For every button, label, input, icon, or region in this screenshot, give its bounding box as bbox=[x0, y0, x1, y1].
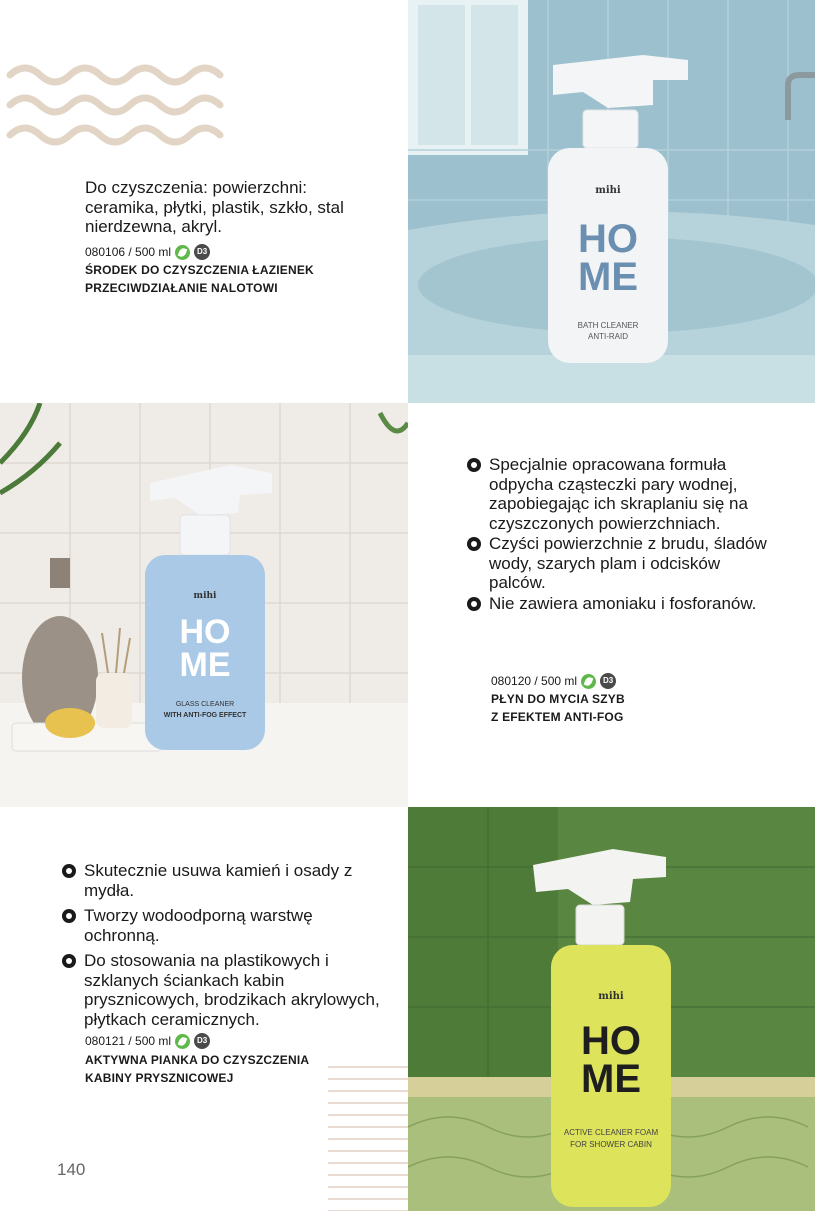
bullet-item: Tworzy wodoodporną warstwę ochronną. bbox=[62, 906, 392, 945]
leaf-icon bbox=[581, 674, 596, 689]
shower-scene-illustration bbox=[408, 807, 815, 1211]
bullet-item: Do stosowania na plastikowych i szklanych ściankach kabin prysznicowych, brodzikach akrylowych, płytkach ceramicznych. bbox=[62, 951, 392, 1029]
d3-badge: D3 bbox=[194, 1033, 210, 1049]
svg-text:ACTIVE CLEANER FOAM: ACTIVE CLEANER FOAM bbox=[563, 1128, 659, 1137]
d3-badge: D3 bbox=[600, 673, 616, 689]
bullet-icon bbox=[62, 909, 76, 923]
bottle-brand: mihi bbox=[595, 185, 621, 196]
section1-description: Do czyszczenia: powierzchni: ceramika, płytki, plastik, szkło, stal nierdzewna, akryl. bbox=[85, 178, 344, 236]
section3-code-row bbox=[85, 1033, 210, 1049]
section2-bullets bbox=[467, 455, 767, 613]
leaf-icon bbox=[175, 245, 190, 260]
leaf-icon bbox=[175, 1034, 190, 1049]
glass-cleaner-photo bbox=[0, 403, 408, 807]
bullet-item: Specjalnie opracowana formuła odpycha cząsteczki pary wodnej, zapobiegając ich skraplaniu się na czyszczonych powierzchniach. bbox=[467, 455, 767, 533]
bullet-icon bbox=[62, 864, 76, 878]
svg-text:GLASS CLEANER: GLASS CLEANER bbox=[175, 701, 235, 708]
svg-text:FOR SHOWER CABIN: FOR SHOWER CABIN bbox=[570, 1140, 652, 1149]
svg-text:HO: HO bbox=[578, 217, 638, 261]
section2-product-name: PŁYN DO MYCIA SZYB Z EFEKTEM ANTI-FOG bbox=[491, 692, 625, 724]
product-code: 080120 / 500 ml bbox=[491, 674, 578, 688]
bullet-icon bbox=[62, 954, 76, 968]
page-number: 140 bbox=[57, 1160, 86, 1179]
section3-product-name: AKTYWNA PIANKA DO CZYSZCZENIA KABINY PRYSZNICOWEJ bbox=[85, 1053, 310, 1085]
svg-text:ME: ME bbox=[578, 255, 638, 299]
bath-cleaner-photo bbox=[408, 0, 815, 403]
bullet-item: Czyści powierzchnie z brudu, śladów wody, szarych plam i odcisków palców. bbox=[467, 534, 767, 593]
decorative-waves bbox=[0, 55, 225, 155]
bullet-item: Skutecznie usuwa kamień i osady z mydła. bbox=[62, 861, 392, 900]
svg-text:ME: ME bbox=[581, 1057, 641, 1101]
bullet-item: Nie zawiera amoniaku i fosforanów. bbox=[467, 594, 767, 614]
product-code: 080106 / 500 ml bbox=[85, 245, 172, 259]
svg-text:ANTI-RAID: ANTI-RAID bbox=[588, 332, 628, 341]
svg-text:mihi: mihi bbox=[598, 991, 624, 1002]
section1-code-row bbox=[85, 244, 210, 260]
svg-text:HO: HO bbox=[179, 613, 231, 651]
svg-text:HO: HO bbox=[581, 1019, 641, 1063]
d3-badge: D3 bbox=[194, 244, 210, 260]
bullet-icon bbox=[467, 458, 481, 472]
section3-bullets bbox=[62, 861, 392, 1029]
bullet-icon bbox=[467, 537, 481, 551]
section2-code-row bbox=[491, 673, 616, 689]
svg-text:WITH ANTI-FOG EFFECT: WITH ANTI-FOG EFFECT bbox=[163, 712, 247, 719]
shower-cleaner-photo bbox=[408, 807, 815, 1211]
svg-text:BATH CLEANER: BATH CLEANER bbox=[577, 321, 639, 330]
bath-scene-illustration bbox=[408, 0, 815, 403]
svg-text:ME: ME bbox=[179, 646, 231, 684]
bullet-icon bbox=[467, 597, 481, 611]
svg-text:mihi: mihi bbox=[193, 591, 217, 601]
section1-product-name: ŚRODEK DO CZYSZCZENIA ŁAZIENEK PRZECIWDZIAŁANIE NALOTOWI bbox=[85, 263, 314, 295]
sink-scene-illustration bbox=[0, 403, 408, 807]
product-code: 080121 / 500 ml bbox=[85, 1034, 172, 1048]
decorative-stripes bbox=[328, 1062, 408, 1211]
